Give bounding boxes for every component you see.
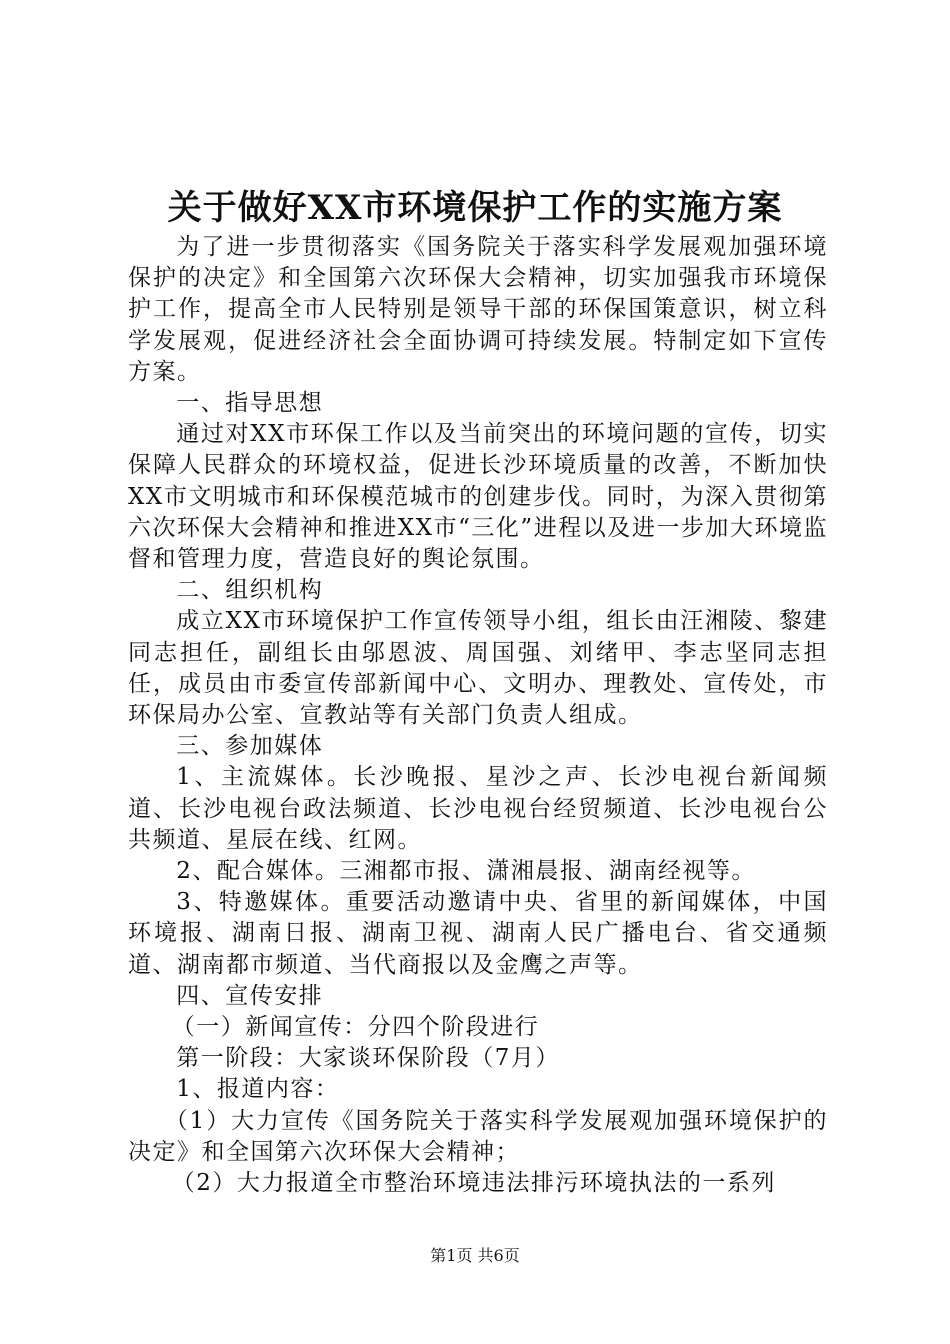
- page-footer: 第1页 共6页: [430, 1246, 520, 1265]
- list-item-report-2: （2）大力报道全市整治环境违法排污环境执法的一系列: [171, 1170, 776, 1197]
- document-body: [128, 232, 828, 1199]
- stage-heading-first: 第一阶段：大家谈环保阶段（7月）: [176, 1045, 560, 1072]
- document-title: 关于做好XX市环境保护工作的实施方案: [167, 188, 783, 228]
- section-heading-guiding-ideology: 一、指导思想: [176, 390, 324, 417]
- paragraph-guiding-ideology: 通过对XX市环保工作以及当前突出的环境问题的宣传，切实保障人民群众的环境权益，促进长沙环境质量的改善，不断加快XX市文明城市和环保模范城市的创建步伐。同时，为深入贯彻第六次环保大会精神和推进XX市“三化”进程以及进一步加大环境监督和管理力度，营造良好的舆论氛围。: [128, 421, 828, 573]
- list-item-supporting-media: 2、配合媒体。三湘都市报、潇湘晨报、湖南经视等。: [176, 858, 756, 885]
- list-item-report-1: （1）大力宣传《国务院关于落实科学发展观加强环境保护的决定》和全国第六次环保大会精神；: [128, 1107, 828, 1165]
- section-heading-media: 三、参加媒体: [176, 733, 324, 760]
- section-heading-publicity-plan: 四、宣传安排: [176, 982, 324, 1009]
- paragraph-organization: 成立XX市环境保护工作宣传领导小组，组长由汪湘陵、黎建同志担任，副组长由邬恩波、周国强、刘绪甲、李志坚同志担任，成员由市委宣传部新闻中心、文明办、理教处、宣传处，市环保局办公室、宣教站等有关部门负责人组成。: [128, 608, 828, 729]
- list-item-main-media: 1、主流媒体。长沙晚报、星沙之声、长沙电视台新闻频道、长沙电视台政法频道、长沙电视台经贸频道、长沙电视台公共频道、星辰在线、红网。: [128, 764, 828, 853]
- section-heading-organization: 二、组织机构: [176, 577, 324, 604]
- list-item-invited-media: 3、特邀媒体。重要活动邀请中央、省里的新闻媒体，中国环境报、湖南日报、湖南卫视、湖南人民广播电台、省交通频道、湖南都市频道、当代商报以及金鹰之声等。: [128, 889, 828, 978]
- subsection-heading-news: （一）新闻宣传：分四个阶段进行: [171, 1014, 540, 1041]
- paragraph-intro: 为了进一步贯彻落实《国务院关于落实科学发展观加强环境保护的决定》和全国第六次环保大会精神，切实加强我市环境保护工作，提高全市人民特别是领导干部的环保国策意识，树立科学发展观，促进经济社会全面协调可持续发展。特制定如下宣传方案。: [128, 234, 828, 385]
- item-heading-report-content: 1、报道内容：: [176, 1076, 340, 1103]
